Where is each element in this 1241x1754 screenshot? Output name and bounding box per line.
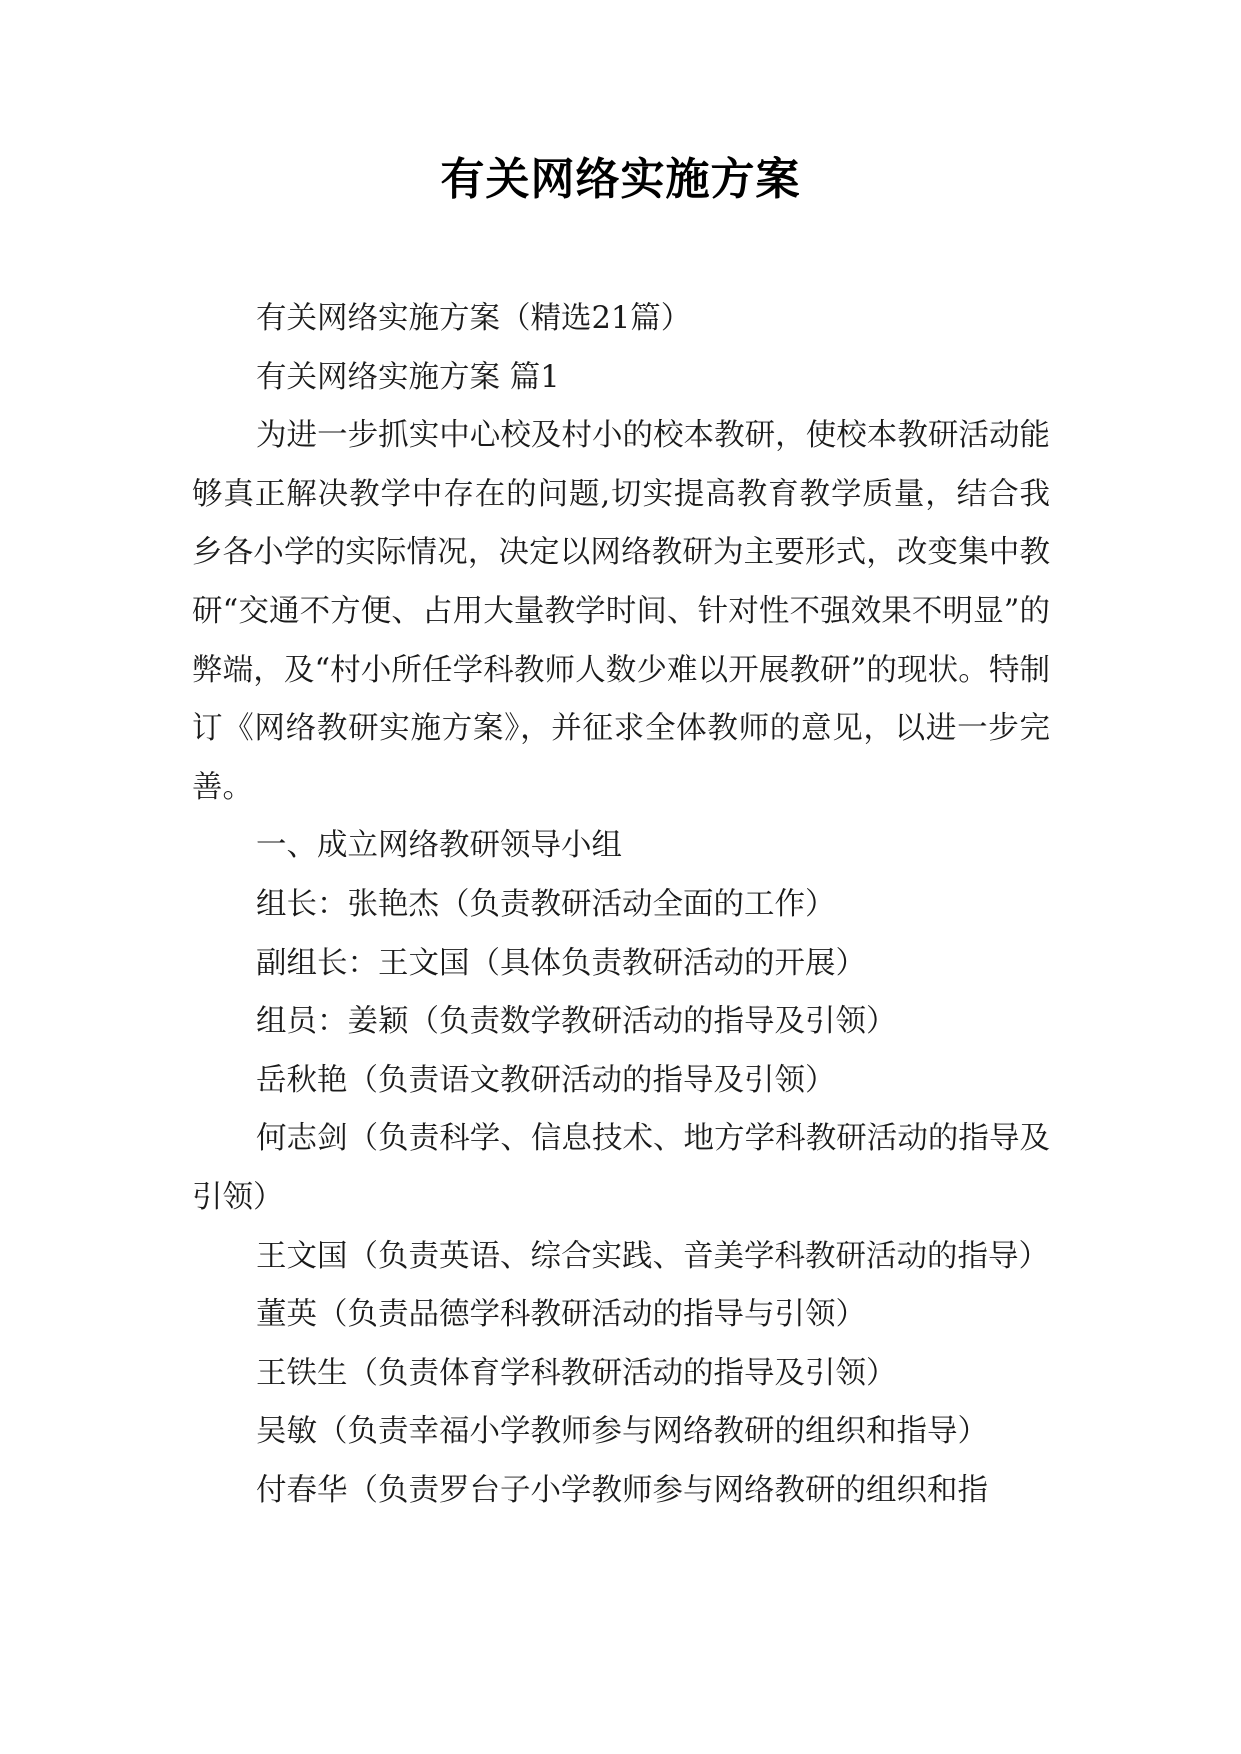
paragraph-subheading: 一、成立网络教研领导小组 xyxy=(256,828,622,864)
paragraph-section-heading: 有关网络实施方案 篇1 xyxy=(256,359,560,395)
document-body xyxy=(192,290,1050,1520)
paragraph-member: 组员：姜颖（负责数学教研活动的指导及引领） xyxy=(256,1004,897,1040)
paragraph-deputy-leader: 副组长：王文国（具体负责教研活动的开展） xyxy=(256,945,866,981)
paragraph-intro: 为进一步抓实中心校及村小的校本教研，使校本教研活动能够真正解决教学中存在的问题,切实提高教育教学质量，结合我乡各小学的实际情况，决定以网络教研为主要形式，改变集中教研“交通不方便、占用大量教学时间、针对性不强效果不明显”的弊端，及“村小所任学科教师人数少难以开展教研”的现状。特制订《网络教研实施方案》，并征求全体教师的意见，以进一步完善。 xyxy=(192,418,1050,805)
paragraph-member: 吴敏（负责幸福小学教师参与网络教研的组织和指导） xyxy=(256,1414,988,1450)
paragraph-member: 王文国（负责英语、综合实践、音美学科教研活动的指导） xyxy=(256,1238,1049,1274)
paragraph-team-leader: 组长：张艳杰（负责教研活动全面的工作） xyxy=(256,886,836,922)
paragraph-member: 岳秋艳（负责语文教研活动的指导及引领） xyxy=(256,1062,836,1098)
paragraph-member: 何志剑（负责科学、信息技术、地方学科教研活动的指导及引领） xyxy=(192,1121,1050,1215)
paragraph-member: 王铁生（负责体育学科教研活动的指导及引领） xyxy=(256,1355,897,1391)
document-title: 有关网络实施方案 xyxy=(440,154,801,205)
paragraph-member: 董英（负责品德学科教研活动的指导与引领） xyxy=(256,1297,866,1333)
paragraph-collection-title: 有关网络实施方案（精选21篇） xyxy=(256,301,692,336)
paragraph-member: 付春华（负责罗台子小学教师参与网络教研的组织和指 xyxy=(256,1472,988,1508)
